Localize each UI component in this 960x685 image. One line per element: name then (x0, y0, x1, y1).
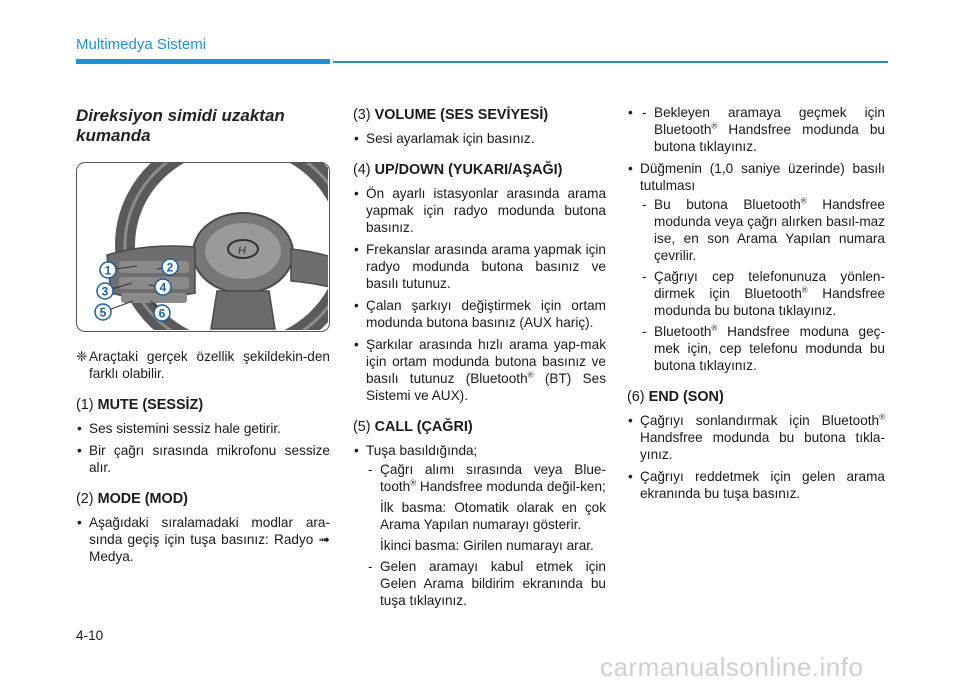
list-item: • Aşağıdaki sıralamadaki modlar ara-sında geçiş için tuşa basınız: Radyo ➟ Medya. (76, 514, 330, 565)
column-3 (627, 100, 885, 507)
sub-item: - Gelen aramayı kabul etmek için Gelen Arama bildirim ekranında bu tuşa tıklayınız. (366, 558, 606, 609)
svg-text:2: 2 (166, 260, 174, 275)
list-item: • Çağrıyı sonlandırmak için Bluetooth® Handsfree modunda bu butona tıkla-yınız. (627, 412, 885, 463)
list-item: • Şarkılar arasında hızlı arama yap-mak için ortam modunda butona basınız ve basılı tutunuz (Bluetooth® (BT) Ses Sistemi ve AUX). (353, 336, 606, 404)
mute-heading: (1) MUTE (SESSİZ) (76, 397, 204, 413)
call-list-continued (627, 104, 885, 374)
watermark: carmanualsonline.info (600, 652, 864, 682)
end-heading: (6) END (SON) (627, 389, 724, 405)
volume-heading: (3) VOLUME (SES SEVİYESİ) (353, 107, 549, 123)
volume-list (353, 130, 606, 147)
sub-item: - Bluetooth® Handsfree moduna geç-mek için, cep telefonu modunda bu butona tıklayınız. (640, 323, 885, 374)
list-item (627, 104, 885, 155)
list-item: • Çağrıyı reddetmek için gelen arama ekranında bu tuşa basınız. (627, 468, 885, 502)
updown-list (353, 185, 606, 404)
sub-item: - • Bekleyen aramaya geçmek için Bluetooth® Handsfree modunda bu butona tıklayınız. (640, 104, 885, 155)
callout-3 (97, 283, 113, 299)
mute-list (76, 420, 330, 476)
steering-wheel-figure (76, 162, 330, 332)
svg-text:H: H (238, 245, 246, 257)
header-rule-thick (76, 59, 330, 64)
list-item: • Çalan şarkıyı değiştirmek için ortam modunda butona basınız (AUX hariç). (353, 297, 606, 331)
mode-heading: (2) MODE (MOD) (76, 491, 188, 507)
column-1 (76, 100, 330, 570)
call-list (353, 442, 606, 609)
svg-text:6: 6 (158, 306, 166, 321)
header-rule-thin (333, 61, 888, 63)
svg-text:3: 3 (101, 284, 109, 299)
callout-2 (162, 259, 178, 275)
column-2 (353, 100, 606, 614)
callout-5 (95, 304, 111, 320)
list-item: • Bir çağrı sırasında mikrofonu sessize alır. (76, 442, 330, 476)
svg-text:5: 5 (99, 305, 107, 320)
note-text: Araçtaki gerçek özellik şekildekin-den farklı olabilir. (89, 349, 330, 381)
header-title: Multimedya Sistemi (76, 36, 207, 53)
mode-list (76, 514, 330, 565)
list-item: • Düğmenin (1,0 saniye üzerinde) basılı tutulması - Bu butona Bluetooth® Handsfree modunda veya çağrı alırken basıl-maz ise, en son Arama Yapılan numara çevrilir. - Çağrıyı cep telefonunuza yönlen-dirmek için Bluetooth® Handsfree modunda bu butona tıklayınız. - Bluetooth® Handsfree moduna geç-mek için, cep telefonu modunda bu butona tıklayınız. (627, 160, 885, 374)
list-item: • Frekanslar arasında arama yapmak için radyo modunda butona basınız ve basılı tutunuz. (353, 241, 606, 292)
list-item: • Tuşa basıldığında; - Çağrı alımı sırasında veya Blue-tooth® Handsfree modunda değil-ken; İlk basma: Otomatik olarak en çok Arama Yapılan numarayı gösterir. İkinci basma: Girilen numarayı arar. - Gelen aramayı kabul etmek için Gelen Arama bildirim ekranında bu tuşa tıklayınız. (353, 442, 606, 609)
end-list (627, 412, 885, 502)
section-title: Direksiyon simidi uzaktan kumanda (76, 106, 285, 145)
note-mark: ❈ (76, 349, 88, 364)
sub-item: - Bu butona Bluetooth® Handsfree modunda veya çağrı alırken basıl-maz ise, en son Arama Yapılan numara çevrilir. (640, 196, 885, 264)
page-number: 4-10 (76, 628, 104, 643)
sub-item: - Çağrıyı cep telefonunuza yönlen-dirmek için Bluetooth® Handsfree modunda bu butona tıklayınız. (640, 268, 885, 319)
list-item: • Sesi ayarlamak için basınız. (353, 130, 606, 147)
svg-text:1: 1 (104, 263, 112, 278)
figure-note (76, 348, 330, 382)
list-item: • Ön ayarlı istasyonlar arasında arama yapmak için radyo modunda butona basınız. (353, 185, 606, 236)
sub-item: - Çağrı alımı sırasında veya Blue-tooth® Handsfree modunda değil-ken; İlk basma: Otomatik olarak en çok Arama Yapılan numarayı gösterir. İkinci basma: Girilen numarayı arar. (366, 461, 606, 554)
updown-heading: (4) UP/DOWN (YUKARI/AŞAĞI) (353, 162, 563, 178)
call-heading: (5) CALL (ÇAĞRI) (353, 419, 473, 435)
svg-text:4: 4 (159, 280, 167, 295)
steering-wheel-illustration (77, 163, 328, 330)
callout-6 (154, 305, 170, 321)
callout-1 (100, 262, 116, 278)
callout-4 (155, 279, 171, 295)
list-item: • Ses sistemini sessiz hale getirir. (76, 420, 330, 437)
